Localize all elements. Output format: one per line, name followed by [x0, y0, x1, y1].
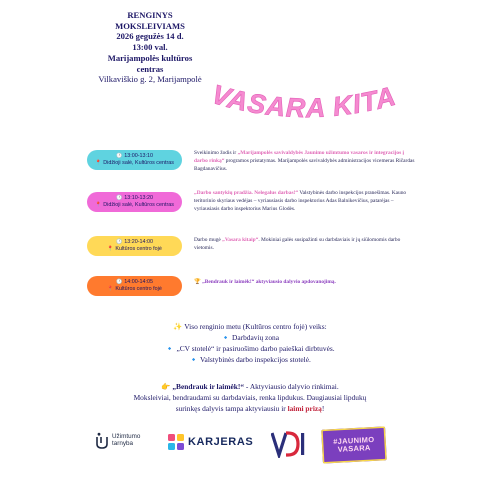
venue-activities	[110, 321, 390, 365]
header-line-2: MOKSLEIVIAMS	[115, 20, 185, 31]
activity-item: 🔹 „CV stotelė“ ir pasiruošimo darbo paieškai dirbtuvės.	[165, 344, 335, 354]
schedule-desc-2: „Darbo santykių pradžia. Nelegalus darbas!“ Valstybinės darbo inspekcijos pranešimas. Kauno teritorinio skyriaus vedėjas – vyriausiasis darbo inspektorius Adas Balnikevičius, patarėjas – vyriausiasis darbo inspektorius Marius Glodės.	[194, 190, 407, 212]
schedule-desc-1: Sveikinimo žodis ir „Marijampolės savivaldybės Jaunimo užimtumo vasaros ir integracijos į darbo rinką“ programos pristatymas. Marijampolės savivaldybės administracijos vicemeras Ričardas Bagdanavičius.	[194, 150, 415, 172]
prize-text: laimi prizą	[287, 404, 322, 414]
karjeras-icon	[168, 434, 184, 450]
clock-icon: 🕐	[115, 238, 123, 245]
pin-icon: 📍	[107, 286, 114, 293]
schedule-place: Didžioji salė, Kultūros centras	[103, 202, 174, 208]
karjeras-logo: KARJERAS	[168, 434, 253, 450]
header-line-1: RENGINYS	[127, 10, 173, 20]
schedule-desc-4: 🏆 „Bendrauk ir laimėk!“ aktyviausio dalyvio apdovanojimą.	[194, 279, 336, 285]
event-header	[70, 10, 230, 85]
uzimtumo-tarnyba-logo: Užimtumo tarnyba	[95, 432, 140, 450]
schedule-time: 13:20-14:00	[124, 238, 153, 245]
activity-item: 🔹 Darbdavių zona	[220, 333, 280, 343]
clock-icon: 🕐	[115, 152, 123, 159]
game-info: 👉 „Bendrauk ir laimėk!“ - Aktyviausio dalyvio rinkimai. Moksleiviai, bendraudami su darbdaviais, renka lipdukus. Daugiausiai lipdukų surinkęs dalyvis tampa aktyviausiu ir laimi prizą!	[110, 381, 390, 414]
jaunimo-vasara-logo: #JAUNIMO VASARA	[321, 426, 387, 463]
header-venue-1: Marijampolės kultūros	[107, 52, 193, 63]
schedule-pill-1	[87, 150, 182, 170]
partner-logos	[95, 424, 375, 464]
schedule-pill-3	[87, 236, 182, 256]
clock-icon: 🕐	[115, 194, 123, 201]
schedule-pill-2	[87, 192, 182, 212]
schedule-time: 14:00-14:05	[124, 278, 153, 285]
game-line-2: Moksleiviai, bendraudami su darbdaviais, renka lipdukus. Daugiausiai lipdukų	[133, 393, 367, 403]
schedule-time: 13:00-13:10	[124, 152, 153, 159]
schedule-place: Kultūros centro fojė	[115, 286, 162, 292]
header-date: 2026 gegužės 14 d.	[116, 31, 184, 42]
header-venue-2: centras	[136, 63, 164, 74]
header-time: 13:00 val.	[132, 42, 168, 53]
activities-intro: ✨ Viso renginio metu (Kultūros centro fojė) veiks:	[173, 322, 327, 331]
event-title-text: VASARA KITAIP	[195, 64, 400, 124]
schedule-place: Didžioji salė, Kultūros centras	[103, 160, 174, 166]
event-title	[195, 64, 400, 148]
uzimtumo-icon	[95, 432, 109, 450]
pointing-hand-icon: 👉	[161, 382, 171, 391]
clock-icon: 🕐	[115, 278, 123, 285]
pin-icon: 📍	[95, 202, 102, 209]
schedule-time: 13:10-13:20	[124, 194, 153, 201]
vdi-logo	[271, 430, 307, 463]
game-name: „Bendrauk ir laimėk!“	[172, 382, 245, 391]
schedule-place: Kultūros centro fojė	[115, 246, 162, 252]
activity-item: 🔹 Valstybinės darbo inspekcijos stotelė.	[189, 355, 311, 365]
pin-icon: 📍	[107, 246, 114, 253]
pin-icon: 📍	[95, 160, 102, 167]
header-address: Vilkaviškio g. 2, Marijampolė	[98, 74, 202, 85]
schedule-desc-3: Darbo mugė „Vasara kitaip“. Mokiniai galės susipažinti su darbdaviais ir jų siūlomomis darbo vietomis.	[194, 237, 401, 251]
game-desc: - Aktyviausio dalyvio rinkimai.	[244, 382, 339, 391]
schedule-pill-4	[87, 276, 182, 296]
